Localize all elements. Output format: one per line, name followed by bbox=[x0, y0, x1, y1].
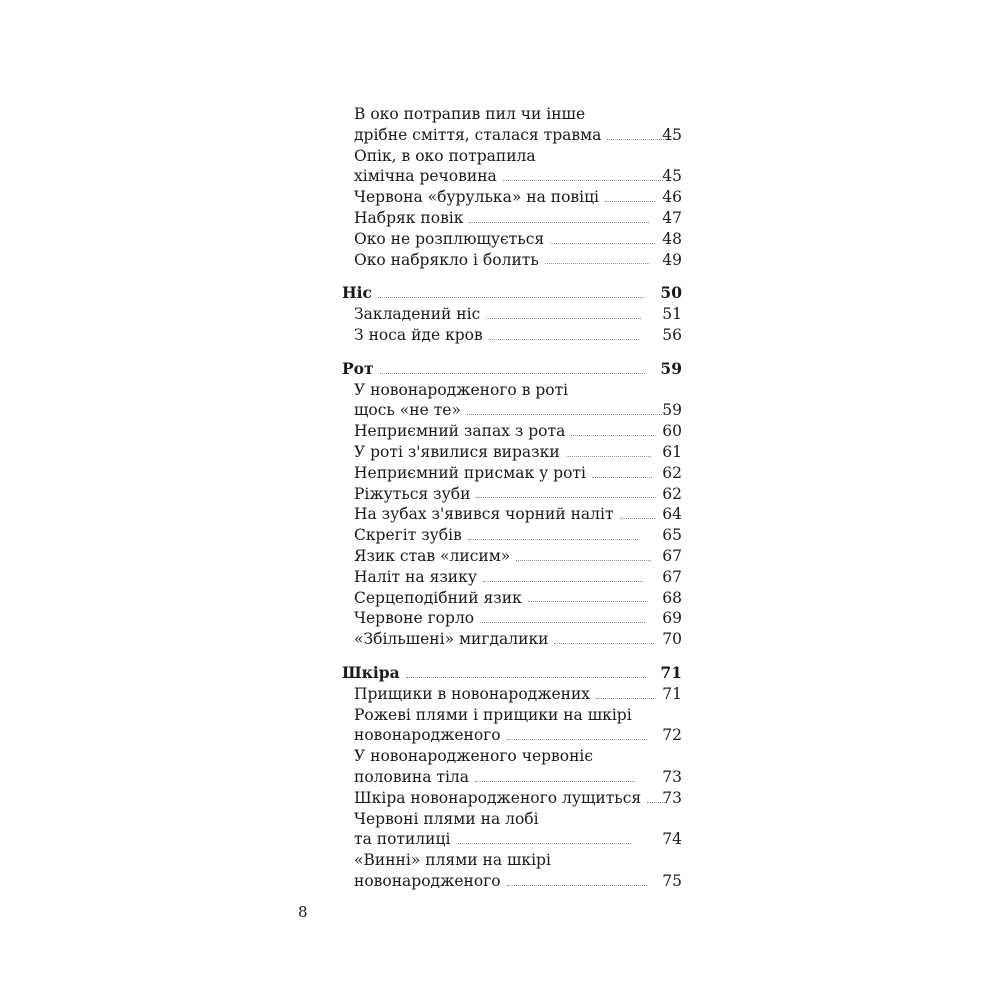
toc-entry-title-line: Ріжуться зуби bbox=[354, 484, 471, 503]
toc-entry[interactable] bbox=[342, 325, 682, 346]
toc-entry[interactable] bbox=[342, 187, 682, 208]
toc-entry-title-line: Ніс bbox=[342, 283, 372, 303]
dot-leader bbox=[620, 518, 655, 519]
toc-entry[interactable] bbox=[342, 546, 682, 567]
toc-entry-title-line: Закладений ніс bbox=[354, 305, 481, 324]
toc-page-number: 72 bbox=[662, 726, 682, 745]
toc-entry[interactable] bbox=[342, 421, 682, 442]
dot-leader bbox=[554, 643, 654, 644]
toc-entry[interactable] bbox=[342, 484, 682, 505]
dot-leader bbox=[571, 435, 656, 436]
dot-leader bbox=[507, 885, 647, 886]
toc-page-number: 62 bbox=[662, 463, 682, 482]
toc-entry[interactable] bbox=[342, 588, 682, 609]
toc-entry-title-line: У роті з'явилися виразки bbox=[354, 442, 560, 461]
toc-entry-title-line: Червоні плями на лобі bbox=[354, 809, 539, 828]
toc-entry-title-line: Наліт на язику bbox=[354, 567, 477, 586]
toc-entry[interactable] bbox=[342, 788, 682, 809]
toc-entry-title-line: Скрегіт зубів bbox=[354, 526, 462, 545]
toc-page-number: 69 bbox=[662, 609, 682, 628]
toc-entry-title-line: Неприємний запах з рота bbox=[354, 422, 566, 441]
toc-page-number: 51 bbox=[662, 305, 682, 324]
toc-entry-title-line: новонародженого bbox=[354, 871, 501, 890]
dot-leader bbox=[483, 581, 643, 582]
toc-entry-title-line: В око потрапив пил чи інше bbox=[354, 105, 586, 123]
toc-entry-title-line: У новонародженого в роті bbox=[354, 380, 569, 399]
toc-entry-title-line: Прищики в новонароджених bbox=[354, 684, 591, 703]
toc-entry-title-line: «Винні» плями на шкірі bbox=[354, 851, 551, 870]
toc-page-number: 45 bbox=[662, 167, 682, 186]
dot-leader bbox=[596, 698, 656, 699]
toc-entry-title-line: Язик став «лисим» bbox=[354, 546, 511, 565]
toc-page-number: 48 bbox=[662, 229, 682, 248]
dot-leader bbox=[456, 843, 631, 844]
toc-entry-title-line: половина тіла bbox=[354, 767, 470, 786]
toc-entry[interactable] bbox=[342, 380, 682, 422]
toc-page-number: 73 bbox=[662, 788, 682, 807]
toc-entry[interactable] bbox=[342, 208, 682, 229]
dot-leader bbox=[550, 243, 655, 244]
dot-leader bbox=[605, 201, 655, 202]
toc-page-number: 46 bbox=[662, 188, 682, 207]
toc-entry-title-line: Серцеподібний язик bbox=[354, 588, 522, 607]
toc-entry-title-line: У новонародженого червоніє bbox=[354, 747, 594, 766]
toc-entry-title-line: Червона «бурулька» на повіці bbox=[354, 188, 600, 207]
toc-entry[interactable] bbox=[342, 850, 682, 892]
dot-leader bbox=[475, 781, 635, 782]
dot-leader bbox=[528, 601, 648, 602]
toc-page-number: 67 bbox=[662, 567, 682, 586]
toc-entry[interactable] bbox=[342, 684, 682, 705]
toc-entry-title-line: хімічна речовина bbox=[354, 167, 497, 186]
toc-entry-title-line: З носа йде кров bbox=[354, 325, 483, 344]
dot-leader bbox=[503, 180, 663, 181]
toc-entry-title-line: Рожеві плями і прищики на шкірі bbox=[354, 705, 632, 724]
dot-leader bbox=[592, 477, 652, 478]
toc-entry[interactable] bbox=[342, 304, 682, 325]
dot-leader bbox=[467, 414, 662, 415]
toc-page-number: 65 bbox=[662, 526, 682, 545]
toc-entry[interactable] bbox=[342, 567, 682, 588]
toc-page-number: 62 bbox=[662, 484, 682, 503]
toc-page-number: 60 bbox=[662, 422, 682, 441]
toc-page-number: 49 bbox=[662, 250, 682, 269]
dot-leader bbox=[380, 373, 645, 374]
toc-entry-title-line: Набряк повік bbox=[354, 208, 464, 227]
dot-leader bbox=[486, 318, 641, 319]
toc-entry[interactable] bbox=[342, 525, 682, 546]
page-number: 8 bbox=[298, 903, 308, 921]
toc-entry[interactable] bbox=[342, 629, 682, 650]
dot-leader bbox=[516, 560, 651, 561]
toc-page-number: 59 bbox=[662, 401, 682, 420]
section-gap bbox=[342, 346, 682, 359]
toc-page-number: 56 bbox=[662, 325, 682, 344]
toc-entry-title-line: Око набрякло і болить bbox=[354, 250, 539, 269]
toc-entry-title-line: Опік, в око потрапила bbox=[354, 146, 536, 165]
toc-entry[interactable] bbox=[342, 229, 682, 250]
toc-page-number: 59 bbox=[660, 358, 682, 378]
toc-page-number: 68 bbox=[662, 588, 682, 607]
toc-entry[interactable] bbox=[342, 746, 682, 788]
toc-entry[interactable] bbox=[342, 705, 682, 747]
toc-entry-title-line: «Збільшені» мигдалики bbox=[354, 630, 549, 649]
toc-entry-title-line: та потилиці bbox=[354, 830, 451, 849]
dot-leader bbox=[545, 263, 650, 264]
section-gap bbox=[342, 270, 682, 283]
toc-entry-title-line: Червоне горло bbox=[354, 609, 475, 628]
toc-entry-title-line: дрібне сміття, сталася травма bbox=[354, 125, 602, 144]
dot-leader bbox=[566, 456, 651, 457]
toc-page-number: 71 bbox=[660, 662, 682, 682]
toc-page-number: 70 bbox=[662, 630, 682, 649]
toc-section-heading[interactable] bbox=[342, 283, 682, 304]
dot-leader bbox=[468, 539, 638, 540]
dot-leader bbox=[480, 622, 645, 623]
toc-entry[interactable] bbox=[342, 104, 682, 146]
toc-page-number: 75 bbox=[662, 871, 682, 890]
toc-page-number: 47 bbox=[662, 208, 682, 227]
toc-entry-title-line: Рот bbox=[342, 358, 374, 378]
toc-page-number: 45 bbox=[662, 125, 682, 144]
toc-entry[interactable] bbox=[342, 463, 682, 484]
dot-leader bbox=[489, 339, 639, 340]
toc-page-number: 71 bbox=[662, 684, 682, 703]
dot-leader bbox=[469, 222, 649, 223]
toc-page-number: 64 bbox=[662, 505, 682, 524]
toc-entry[interactable] bbox=[342, 608, 682, 629]
section-gap bbox=[342, 650, 682, 663]
toc-page-number: 74 bbox=[662, 830, 682, 849]
dot-leader bbox=[406, 677, 646, 678]
toc-page-number: 73 bbox=[662, 767, 682, 786]
toc-entry[interactable] bbox=[342, 809, 682, 851]
toc-page-number: 61 bbox=[662, 442, 682, 461]
toc-entry-title-line: Неприємний присмак у роті bbox=[354, 463, 586, 482]
toc-page-number: 67 bbox=[662, 546, 682, 565]
toc-entry-title-line: На зубах з'явився чорний наліт bbox=[354, 505, 614, 524]
toc-entry[interactable] bbox=[342, 504, 682, 525]
toc-section-heading[interactable] bbox=[342, 663, 682, 684]
toc-entry[interactable] bbox=[342, 442, 682, 463]
table-of-contents bbox=[342, 104, 682, 892]
toc-page-number: 50 bbox=[660, 283, 682, 303]
toc-entry-title-line: Шкіра bbox=[342, 662, 400, 682]
dot-leader bbox=[378, 297, 643, 298]
toc-entry-title-line: щось «не те» bbox=[354, 401, 461, 420]
dot-leader bbox=[476, 497, 656, 498]
toc-entry-title-line: Око не розплющується bbox=[354, 229, 545, 248]
toc-entry-title-line: новонародженого bbox=[354, 726, 501, 745]
toc-entry-title-line: Шкіра новонародженого лущиться bbox=[354, 788, 642, 807]
toc-entry[interactable] bbox=[342, 146, 682, 188]
toc-section-heading[interactable] bbox=[342, 359, 682, 380]
toc-entry[interactable] bbox=[342, 250, 682, 271]
dot-leader bbox=[507, 739, 647, 740]
